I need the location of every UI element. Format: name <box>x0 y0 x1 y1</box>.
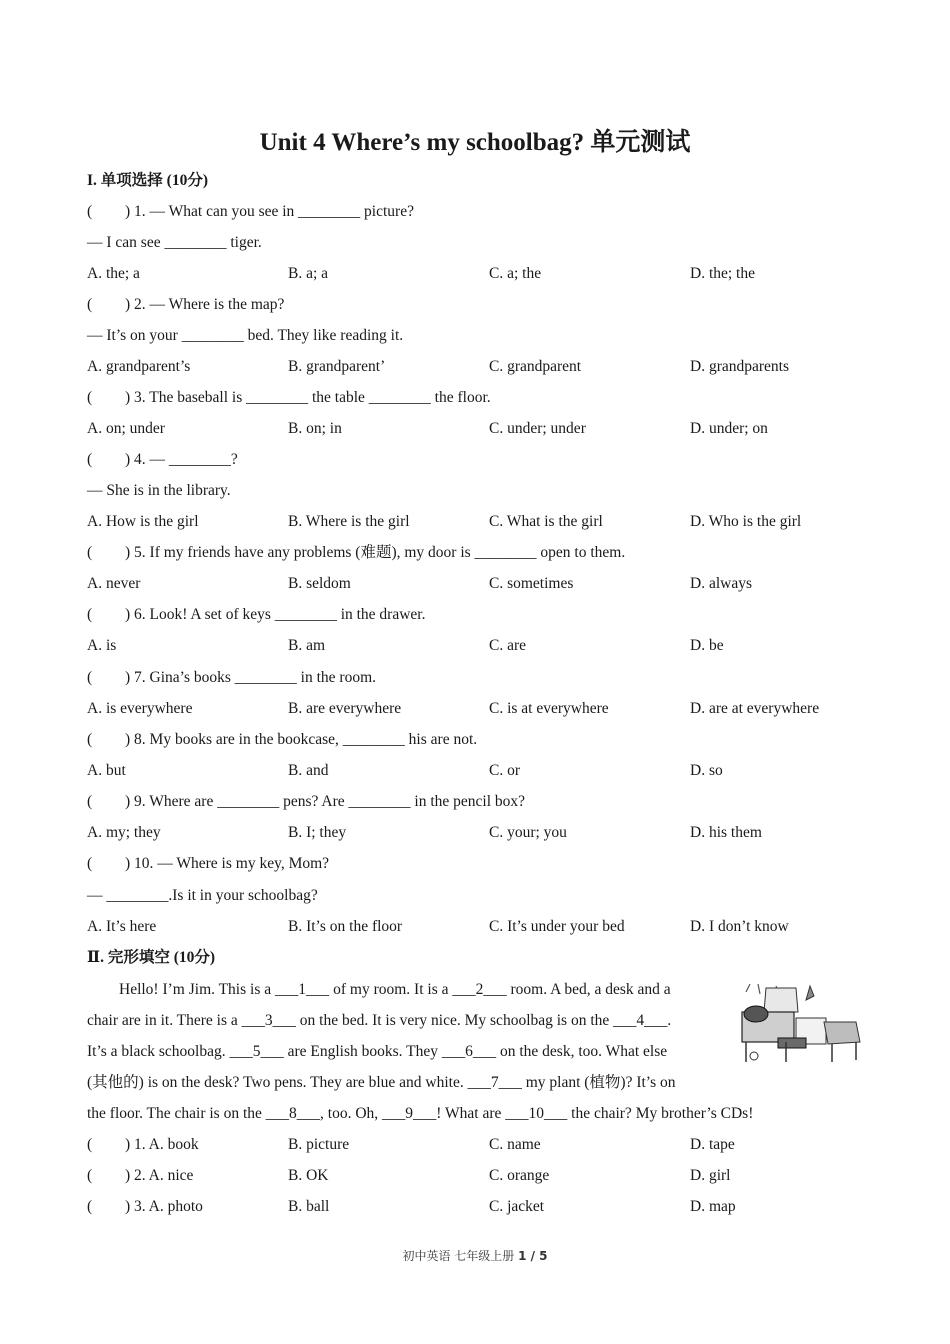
option-a: A. How is the girl <box>87 513 199 530</box>
option-c: C. or <box>489 762 520 779</box>
option-c: C. sometimes <box>489 575 574 592</box>
passage-line-2: chair are in it. There is a ___3___ on the bed. It is very nice. My schoolbag is on the ___4___. <box>87 1012 672 1029</box>
option-d: D. be <box>690 637 724 654</box>
question-1: ( ) 1. — What can you see in ________ picture? <box>87 203 414 220</box>
option-d: D. are at everywhere <box>690 700 820 717</box>
option-b: B. It’s on the floor <box>288 918 403 935</box>
option-d: D. so <box>690 762 723 779</box>
option-a: A. but <box>87 762 126 779</box>
room-illustration <box>736 982 862 1068</box>
option-b: B. OK <box>288 1167 329 1184</box>
page-footer: 初中英语 七年级上册 1 / 5 <box>402 1249 548 1263</box>
option-b: B. picture <box>288 1136 350 1153</box>
option-c: C. orange <box>489 1167 550 1184</box>
option-c: C. is at everywhere <box>489 700 609 717</box>
question-5: ( ) 5. If my friends have any problems (难题), my door is ________ open to them. <box>87 544 626 561</box>
option-a: A. my; they <box>87 824 161 841</box>
option-d: D. his them <box>690 824 762 841</box>
option-d: D. I don’t know <box>690 918 789 935</box>
option-c: C. jacket <box>489 1198 545 1215</box>
option-b: B. Where is the girl <box>288 513 410 530</box>
section-heading-2: Ⅱ. 完形填空 (10分) <box>87 949 216 966</box>
option-b: B. ball <box>288 1198 330 1215</box>
option-a: A. is <box>87 637 117 654</box>
option-d: D. Who is the girl <box>690 513 802 530</box>
question-1-line2: — I can see ________ tiger. <box>87 234 262 251</box>
passage-line-1: Hello! I’m Jim. This is a ___1___ of my room. It is a ___2___ room. A bed, a desk and a <box>119 981 671 998</box>
question-10-line2: — ________.Is it in your schoolbag? <box>87 887 318 904</box>
cloze-question-3: ( ) 3. A. photo <box>87 1198 203 1215</box>
option-c: C. your; you <box>489 824 567 841</box>
question-2-line2: — It’s on your ________ bed. They like reading it. <box>87 327 404 344</box>
option-c: C. a; the <box>489 265 542 282</box>
question-2: ( ) 2. — Where is the map? <box>87 296 285 313</box>
option-d: D. under; on <box>690 420 768 437</box>
question-4-line2: — She is in the library. <box>87 482 231 499</box>
option-d: D. grandparents <box>690 358 789 375</box>
option-b: B. seldom <box>288 575 351 592</box>
option-a: A. never <box>87 575 141 592</box>
option-b: B. and <box>288 762 329 779</box>
option-c: C. are <box>489 637 527 654</box>
option-a: A. It’s here <box>87 918 157 935</box>
option-c: C. name <box>489 1136 541 1153</box>
question-6: ( ) 6. Look! A set of keys ________ in the drawer. <box>87 606 426 623</box>
option-d: D. the; the <box>690 265 755 282</box>
option-a: A. the; a <box>87 265 140 282</box>
option-c: C. What is the girl <box>489 513 603 530</box>
question-4: ( ) 4. — ________? <box>87 451 238 468</box>
option-a: A. is everywhere <box>87 700 193 717</box>
option-c: C. grandparent <box>489 358 582 375</box>
option-b: B. am <box>288 637 326 654</box>
option-b: B. are everywhere <box>288 700 402 717</box>
question-10: ( ) 10. — Where is my key, Mom? <box>87 855 330 872</box>
cloze-question-1: ( ) 1. A. book <box>87 1136 199 1153</box>
option-d: D. map <box>690 1198 736 1215</box>
option-d: D. always <box>690 575 752 592</box>
option-c: C. under; under <box>489 420 586 437</box>
option-b: B. a; a <box>288 265 329 282</box>
passage-line-4: (其他的) is on the desk? Two pens. They are blue and white. ___7___ my plant (植物)? It’s on <box>87 1074 676 1091</box>
option-d: D. girl <box>690 1167 731 1184</box>
page-title: Unit 4 Where’s my schoolbag? 单元测试 <box>259 129 691 156</box>
section-heading-1: I. 单项选择 (10分) <box>87 172 208 189</box>
question-8: ( ) 8. My books are in the bookcase, ________ his are not. <box>87 731 478 748</box>
passage-line-5: the floor. The chair is on the ___8___, too. Oh, ___9___! What are ___10___ the chair? My brother’s CDs! <box>87 1105 754 1122</box>
option-b: B. on; in <box>288 420 342 437</box>
option-b: B. grandparent’ <box>288 358 386 375</box>
option-c: C. It’s under your bed <box>489 918 625 935</box>
cloze-question-2: ( ) 2. A. nice <box>87 1167 194 1184</box>
page-number: 1 / 5 <box>518 1249 548 1263</box>
option-a: A. grandparent’s <box>87 358 191 375</box>
question-3: ( ) 3. The baseball is ________ the table ________ the floor. <box>87 389 491 406</box>
passage-line-3: It’s a black schoolbag. ___5___ are English books. They ___6___ on the desk, too. What else <box>87 1043 668 1060</box>
option-b: B. I; they <box>288 824 347 841</box>
question-7: ( ) 7. Gina’s books ________ in the room. <box>87 669 376 686</box>
option-d: D. tape <box>690 1136 735 1153</box>
option-a: A. on; under <box>87 420 165 437</box>
question-9: ( ) 9. Where are ________ pens? Are ________ in the pencil box? <box>87 793 526 810</box>
